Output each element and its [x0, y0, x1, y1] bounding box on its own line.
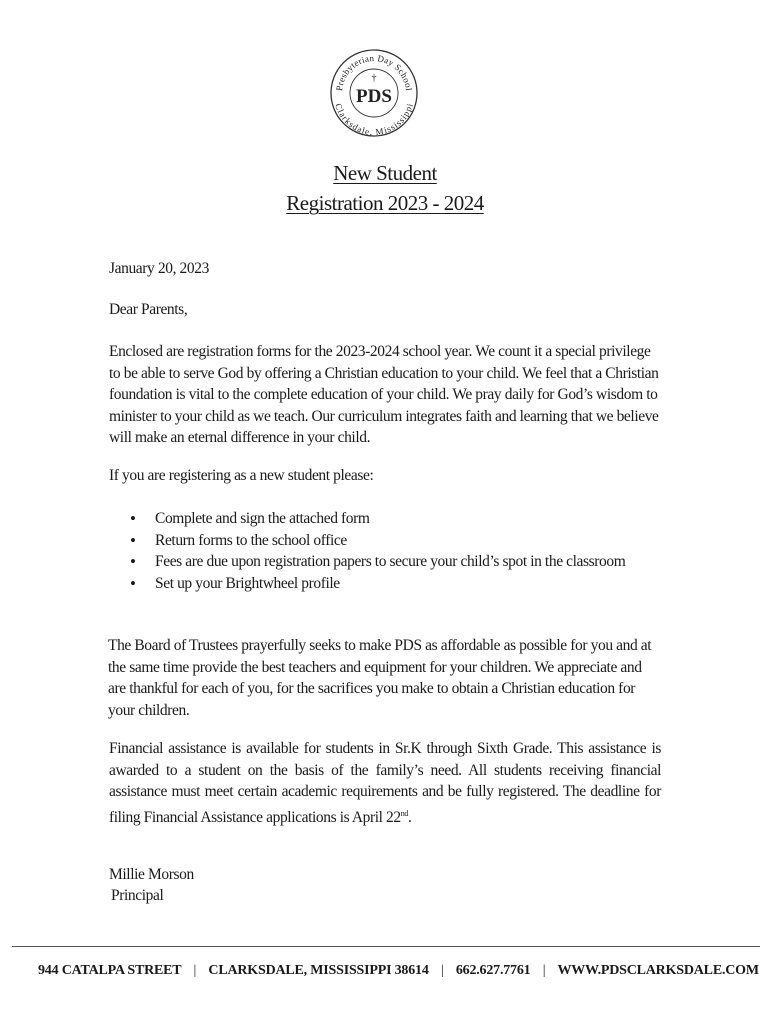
list-item: • Complete and sign the attached form: [130, 508, 625, 530]
cross-icon: †: [371, 73, 377, 84]
seal-monogram: PDS: [356, 86, 392, 107]
footer-separator: |: [542, 963, 546, 978]
instructions-list: [130, 508, 625, 594]
footer-separator: |: [193, 963, 197, 978]
paragraph-financial-assistance: [109, 738, 661, 828]
signer-title: Principal: [111, 887, 164, 904]
paragraph-board: The Board of Trustees prayerfully seeks to make PDS as affordable as possible for you and at the same time provide the best teachers and equipment for your children. We appreciate and are thankful for each of you, for the sacrifices you make to obtain a Christian education for your children.: [108, 637, 652, 719]
page-title: [0, 158, 770, 218]
footer-separator: |: [440, 963, 444, 978]
title-line-2: Registration 2023 - 2024: [286, 191, 484, 215]
school-seal-logo: [329, 48, 419, 138]
list-item: • Return forms to the school office: [130, 530, 625, 552]
svg-text:Clarksdale, Mississippi: [333, 102, 416, 137]
sentence-end: .: [407, 808, 412, 826]
seal-ring-text-bottom: Clarksdale, Mississippi: [332, 102, 416, 138]
ordinal-suffix: nd: [400, 808, 408, 818]
paragraph-instructions: If you are registering as a new student please:: [109, 467, 374, 484]
footer-phone: 662.627.7761: [455, 963, 531, 978]
footer-website: WWW.PDSCLARKSDALE.COM: [557, 963, 759, 978]
paragraph-intro: Enclosed are registration forms for the 2023-2024 school year. We count it a special privilege to be able to serve God by offering a Christian education to your child. We feel that a Christian foundation is vital to the complete education of your child. We pray daily for God’s wisdom to minister to your child as we teach. Our curriculum integrates faith and learning that we believe will make an eternal difference in your child.: [109, 343, 659, 446]
financial-assistance-text: Financial assistance is available for students in Sr.K through Sixth Grade. This assistance is awarded to a student on the basis of the family’s need. All students receiving financial assistance must meet certain academic requirements and be fully registered. The deadline for filing Financial Assistance applications is April 22: [109, 740, 661, 826]
signer-name: Millie Morson: [109, 866, 194, 883]
footer-city: CLARKSDALE, MISSISSIPPI 38614: [208, 963, 429, 978]
footer-address: 944 CATALPA STREET: [38, 963, 182, 978]
footer-contact: [38, 963, 759, 979]
seal-ring-text-top: Presbyterian Day School: [334, 52, 414, 92]
letter-date: January 20, 2023: [109, 260, 209, 277]
title-line-1: New Student: [333, 161, 437, 185]
list-item: • Set up your Brightwheel profile: [130, 573, 625, 595]
list-item: • Fees are due upon registration papers to secure your child’s spot in the classroom: [130, 551, 625, 573]
footer-divider: [12, 946, 760, 947]
letter-greeting: Dear Parents,: [109, 301, 188, 318]
